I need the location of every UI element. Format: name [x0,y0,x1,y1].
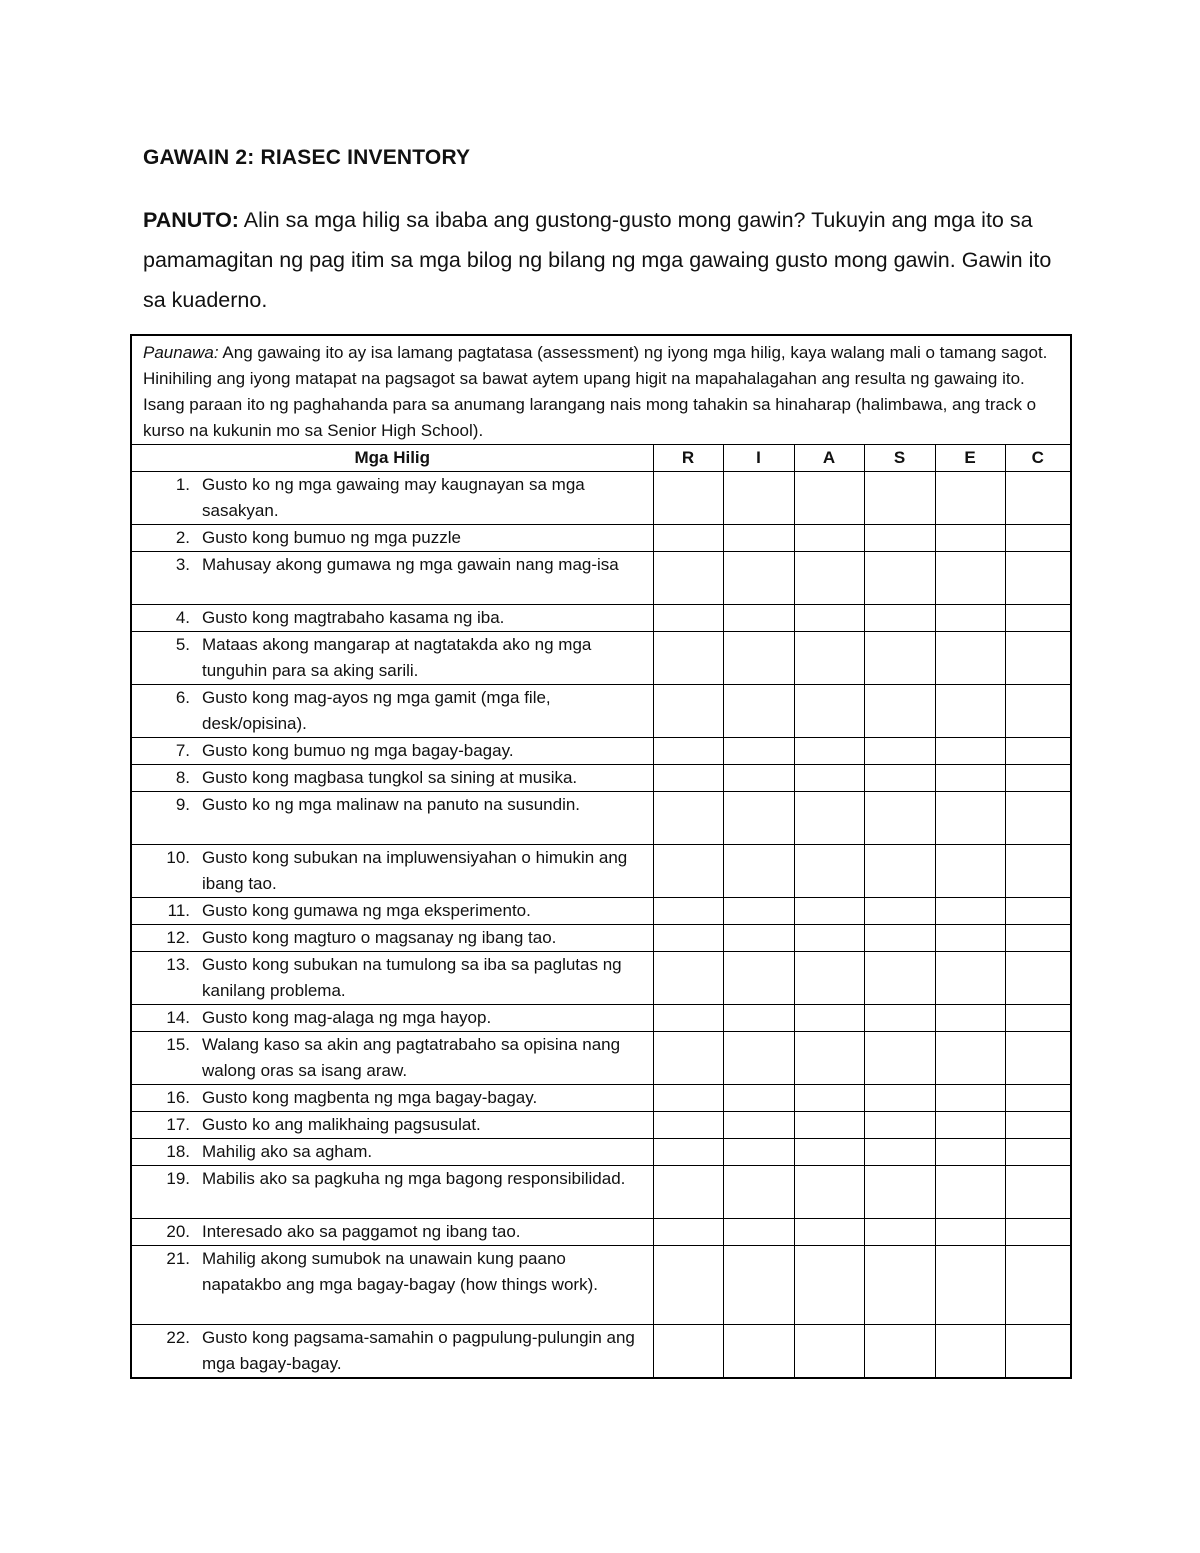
item-wrap [132,1112,647,1138]
item-cell [131,845,653,898]
answer-cell-r[interactable] [653,1219,723,1246]
answer-cell-c[interactable] [1005,1032,1071,1085]
table-row [131,632,1071,685]
answer-cell-c[interactable] [1005,925,1071,952]
answer-cell-i[interactable] [723,1085,794,1112]
answer-cell-c[interactable] [1005,898,1071,925]
header-r: R [653,445,723,472]
item-number: 7. [175,741,190,760]
answer-cell-c[interactable] [1005,1112,1071,1139]
answer-cell-c[interactable] [1005,472,1071,525]
table-row [131,605,1071,632]
item-text: Gusto kong bumuo ng mga bagay-bagay. [202,741,514,760]
answer-cell-e[interactable] [935,1219,1005,1246]
table-row [131,1112,1071,1139]
table-row [131,765,1071,792]
answer-cell-r[interactable] [653,1166,723,1219]
item-number: 2. [175,528,190,547]
answer-cell-a[interactable] [794,1112,864,1139]
item-cell [131,952,653,1005]
item-cell [131,1325,653,1379]
item-wrap [132,925,647,951]
answer-cell-a[interactable] [794,952,864,1005]
item-cell [131,1112,653,1139]
answer-cell-i[interactable] [723,952,794,1005]
answer-cell-e[interactable] [935,1139,1005,1166]
answer-cell-c[interactable] [1005,1325,1071,1379]
answer-cell-c[interactable] [1005,552,1071,605]
answer-cell-r[interactable] [653,1085,723,1112]
table-row [131,1166,1071,1219]
answer-cell-c[interactable] [1005,1005,1071,1032]
answer-cell-i[interactable] [723,1219,794,1246]
table-row [131,1139,1071,1166]
item-cell [131,525,653,552]
table-row [131,1246,1071,1325]
answer-cell-s[interactable] [864,632,935,685]
item-text: Gusto kong mag-ayos ng mga gamit (mga file, desk/opisina). [202,688,551,733]
answer-cell-e[interactable] [935,472,1005,525]
answer-cell-s[interactable] [864,1139,935,1166]
item-text: Mahusay akong gumawa ng mga gawain nang mag-isa [202,555,619,574]
answer-cell-a[interactable] [794,845,864,898]
item-text: Gusto ko ng mga malinaw na panuto na susundin. [202,795,581,814]
answer-cell-i[interactable] [723,1325,794,1379]
answer-cell-i[interactable] [723,898,794,925]
answer-cell-i[interactable] [723,792,794,845]
header-mga-hilig: Mga Hilig [131,445,653,472]
answer-cell-r[interactable] [653,952,723,1005]
answer-cell-a[interactable] [794,1032,864,1085]
answer-cell-s[interactable] [864,1005,935,1032]
item-number: 6. [175,688,190,707]
item-text: Gusto ko ng mga gawaing may kaugnayan sa mga sasakyan. [202,475,585,520]
answer-cell-c[interactable] [1005,632,1071,685]
answer-cell-a[interactable] [794,1166,864,1219]
answer-cell-e[interactable] [935,1085,1005,1112]
answer-cell-r[interactable] [653,1112,723,1139]
header-s: S [864,445,935,472]
answer-cell-s[interactable] [864,1032,935,1085]
table-row [131,1032,1071,1085]
item-cell [131,792,653,845]
answer-cell-r[interactable] [653,1246,723,1325]
item-text: Walang kaso sa akin ang pagtatrabaho sa opisina nang walong oras sa isang araw. [202,1035,621,1080]
answer-cell-s[interactable] [864,1085,935,1112]
item-text: Mabilis ako sa pagkuha ng mga bagong responsibilidad. [202,1169,626,1188]
answer-cell-i[interactable] [723,1112,794,1139]
answer-cell-c[interactable] [1005,1139,1071,1166]
answer-cell-i[interactable] [723,925,794,952]
table-row [131,1325,1071,1379]
answer-cell-c[interactable] [1005,1219,1071,1246]
item-wrap [132,845,647,897]
answer-cell-r[interactable] [653,525,723,552]
answer-cell-e[interactable] [935,952,1005,1005]
answer-cell-i[interactable] [723,1032,794,1085]
answer-cell-a[interactable] [794,1219,864,1246]
answer-cell-a[interactable] [794,792,864,845]
riasec-table [130,334,1072,1379]
table-row [131,792,1071,845]
page-title: GAWAIN 2: RIASEC INVENTORY [143,146,471,169]
answer-cell-r[interactable] [653,738,723,765]
item-text: Mahilig akong sumubok na unawain kung paano napatakbo ang mga bagay-bagay (how things work). [202,1249,598,1294]
answer-cell-e[interactable] [935,1032,1005,1085]
note-label: Paunawa: [143,343,219,362]
answer-cell-i[interactable] [723,605,794,632]
answer-cell-c[interactable] [1005,1166,1071,1219]
answer-cell-s[interactable] [864,1325,935,1379]
item-wrap [132,525,647,551]
answer-cell-i[interactable] [723,1005,794,1032]
item-text: Gusto kong magbasa tungkol sa sining at musika. [202,768,578,787]
answer-cell-r[interactable] [653,1139,723,1166]
table-row [131,1085,1071,1112]
item-cell [131,1246,653,1325]
answer-cell-s[interactable] [864,738,935,765]
table-row [131,1219,1071,1246]
item-number: 8. [175,768,190,787]
answer-cell-i[interactable] [723,845,794,898]
item-number: 14. [166,1008,190,1027]
item-number: 18. [166,1142,190,1161]
table-row [131,525,1071,552]
answer-cell-a[interactable] [794,525,864,552]
note-text: Ang gawaing ito ay isa lamang pagtatasa (assessment) ng iyong mga hilig, kaya walang mali o tamang sagot. Hinihiling ang iyong matapat na pagsagot sa bawat aytem upang higit na mapahalagahan ang resulta ng gawaing ito. Isang paraan ito ng paghahanda para sa anumang larangang nais mong tahakin sa hinaharap (halimbawa, ang track o kurso na kukunin mo sa Senior High School). [143,343,1048,440]
answer-cell-a[interactable] [794,1139,864,1166]
answer-cell-s[interactable] [864,472,935,525]
item-number: 21. [166,1249,190,1268]
answer-cell-e[interactable] [935,605,1005,632]
answer-cell-i[interactable] [723,1166,794,1219]
answer-cell-r[interactable] [653,898,723,925]
header-row [131,445,1071,472]
table-row [131,472,1071,525]
answer-cell-c[interactable] [1005,685,1071,738]
table-row [131,925,1071,952]
item-wrap [132,1005,647,1031]
item-wrap [132,1032,647,1084]
item-wrap [132,472,647,524]
item-wrap [132,1085,647,1111]
item-number: 13. [166,955,190,974]
item-wrap [132,685,647,737]
answer-cell-c[interactable] [1005,605,1071,632]
item-number: 1. [175,475,190,494]
answer-cell-r[interactable] [653,632,723,685]
item-cell [131,552,653,605]
item-text: Gusto kong gumawa ng mga eksperimento. [202,901,531,920]
answer-cell-e[interactable] [935,738,1005,765]
item-text: Gusto kong bumuo ng mga puzzle [202,528,461,547]
answer-cell-s[interactable] [864,792,935,845]
item-cell [131,632,653,685]
item-cell [131,765,653,792]
instructions-text: Alin sa mga hilig sa ibaba ang gustong-gusto mong gawin? Tukuyin ang mga ito sa pamamagitan ng pag itim sa mga bilog ng bilang ng mga gawaing gusto mong gawin. Gawin ito sa kuaderno. [143,208,1052,312]
answer-cell-e[interactable] [935,898,1005,925]
instructions-label: PANUTO: [143,208,239,232]
answer-cell-a[interactable] [794,738,864,765]
answer-cell-s[interactable] [864,898,935,925]
answer-cell-e[interactable] [935,632,1005,685]
answer-cell-e[interactable] [935,525,1005,552]
item-cell [131,1166,653,1219]
answer-cell-e[interactable] [935,1246,1005,1325]
answer-cell-s[interactable] [864,525,935,552]
answer-cell-i[interactable] [723,1139,794,1166]
item-wrap [132,605,647,631]
answer-cell-r[interactable] [653,845,723,898]
item-number: 15. [166,1035,190,1054]
table-row [131,898,1071,925]
answer-cell-e[interactable] [935,552,1005,605]
answer-cell-s[interactable] [864,1219,935,1246]
answer-cell-c[interactable] [1005,1246,1071,1325]
answer-cell-i[interactable] [723,738,794,765]
item-number: 4. [175,608,190,627]
item-number: 22. [166,1328,190,1347]
table-row [131,552,1071,605]
table-row [131,738,1071,765]
answer-cell-r[interactable] [653,1325,723,1379]
item-cell [131,1219,653,1246]
item-text: Gusto kong magbenta ng mga bagay-bagay. [202,1088,538,1107]
answer-cell-a[interactable] [794,925,864,952]
item-text: Gusto kong subukan na impluwensiyahan o himukin ang ibang tao. [202,848,628,893]
header-a: A [794,445,864,472]
answer-cell-s[interactable] [864,952,935,1005]
item-number: 12. [166,928,190,947]
note-box [131,335,1071,445]
item-cell [131,925,653,952]
header-i: I [723,445,794,472]
item-wrap [132,1246,647,1298]
item-number: 11. [167,901,190,920]
item-number: 9. [175,795,190,814]
answer-cell-a[interactable] [794,765,864,792]
table-row [131,845,1071,898]
item-text: Interesado ako sa paggamot ng ibang tao. [202,1222,521,1241]
table-row [131,685,1071,738]
item-cell [131,1005,653,1032]
answer-cell-a[interactable] [794,552,864,605]
item-wrap [132,552,647,578]
item-number: 20. [166,1222,190,1241]
answer-cell-a[interactable] [794,1246,864,1325]
answer-cell-s[interactable] [864,605,935,632]
item-text: Gusto kong pagsama-samahin o pagpulung-pulungin ang mga bagay-bagay. [202,1328,635,1373]
answer-cell-a[interactable] [794,1005,864,1032]
answer-cell-s[interactable] [864,1246,935,1325]
answer-cell-s[interactable] [864,685,935,738]
answer-cell-e[interactable] [935,1166,1005,1219]
item-number: 3. [175,555,190,574]
answer-cell-r[interactable] [653,685,723,738]
item-wrap [132,1166,647,1192]
answer-cell-c[interactable] [1005,765,1071,792]
item-text: Mataas akong mangarap at nagtatakda ako ng mga tunguhin para sa aking sarili. [202,635,592,680]
item-cell [131,472,653,525]
item-text: Gusto kong subukan na tumulong sa iba sa paglutas ng kanilang problema. [202,955,622,1000]
answer-cell-e[interactable] [935,1005,1005,1032]
answer-cell-r[interactable] [653,792,723,845]
answer-cell-i[interactable] [723,472,794,525]
item-text: Gusto kong magturo o magsanay ng ibang tao. [202,928,557,947]
answer-cell-s[interactable] [864,1166,935,1219]
item-number: 16. [166,1088,190,1107]
answer-cell-a[interactable] [794,685,864,738]
item-cell [131,685,653,738]
answer-cell-c[interactable] [1005,1085,1071,1112]
answer-cell-r[interactable] [653,1032,723,1085]
item-text: Gusto ko ang malikhaing pagsusulat. [202,1115,481,1134]
item-number: 10. [166,848,190,867]
answer-cell-i[interactable] [723,525,794,552]
item-text: Gusto kong mag-alaga ng mga hayop. [202,1008,492,1027]
item-number: 5. [175,635,190,654]
item-cell [131,1139,653,1166]
item-cell [131,605,653,632]
item-wrap [132,1325,647,1377]
answer-cell-a[interactable] [794,632,864,685]
item-text: Gusto kong magtrabaho kasama ng iba. [202,608,505,627]
item-text: Mahilig ako sa agham. [202,1142,373,1161]
answer-cell-e[interactable] [935,765,1005,792]
item-wrap [132,765,647,791]
answer-cell-e[interactable] [935,1325,1005,1379]
answer-cell-s[interactable] [864,552,935,605]
item-wrap [132,792,647,818]
answer-cell-c[interactable] [1005,952,1071,1005]
answer-cell-r[interactable] [653,605,723,632]
item-number: 19. [166,1169,190,1188]
answer-cell-i[interactable] [723,685,794,738]
answer-cell-e[interactable] [935,845,1005,898]
answer-cell-r[interactable] [653,765,723,792]
item-cell [131,1032,653,1085]
answer-cell-a[interactable] [794,898,864,925]
instructions [143,200,1073,320]
item-cell [131,738,653,765]
answer-cell-e[interactable] [935,925,1005,952]
answer-cell-e[interactable] [935,1112,1005,1139]
answer-cell-c[interactable] [1005,738,1071,765]
header-c: C [1005,445,1071,472]
item-wrap [132,632,647,684]
item-wrap [132,1139,647,1165]
answer-cell-s[interactable] [864,845,935,898]
table-row [131,952,1071,1005]
answer-cell-a[interactable] [794,1085,864,1112]
item-wrap [132,952,647,1004]
answer-cell-a[interactable] [794,1325,864,1379]
answer-cell-c[interactable] [1005,525,1071,552]
answer-cell-c[interactable] [1005,845,1071,898]
item-wrap [132,898,647,924]
answer-cell-r[interactable] [653,1005,723,1032]
header-e: E [935,445,1005,472]
item-wrap [132,738,647,764]
answer-cell-s[interactable] [864,925,935,952]
answer-cell-r[interactable] [653,925,723,952]
item-number: 17. [166,1115,190,1134]
item-cell [131,898,653,925]
answer-cell-a[interactable] [794,605,864,632]
answer-cell-s[interactable] [864,1112,935,1139]
answer-cell-r[interactable] [653,552,723,605]
answer-cell-c[interactable] [1005,792,1071,845]
table-row [131,1005,1071,1032]
item-wrap [132,1219,647,1245]
answer-cell-r[interactable] [653,472,723,525]
answer-cell-e[interactable] [935,792,1005,845]
answer-cell-s[interactable] [864,765,935,792]
answer-cell-i[interactable] [723,765,794,792]
answer-cell-i[interactable] [723,1246,794,1325]
item-cell [131,1085,653,1112]
answer-cell-i[interactable] [723,552,794,605]
answer-cell-a[interactable] [794,472,864,525]
answer-cell-i[interactable] [723,632,794,685]
answer-cell-e[interactable] [935,685,1005,738]
